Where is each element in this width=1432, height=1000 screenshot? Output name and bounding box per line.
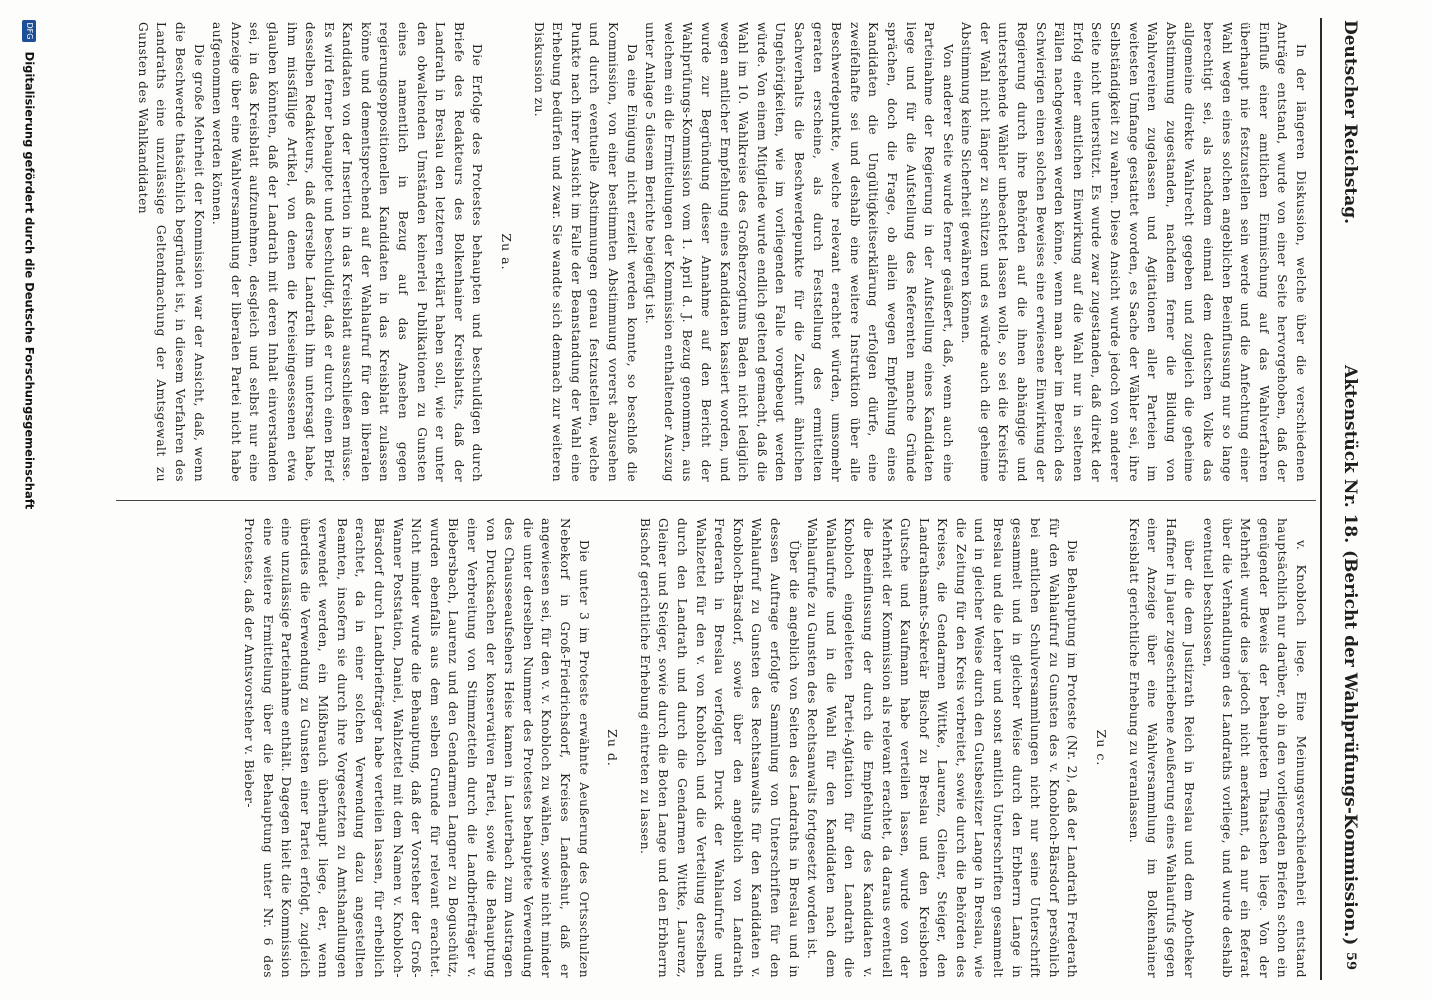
paragraph: Die unter 3 im Proteste erwähnte Aeußerung des Ortsschulzen Nebekorf in Groß-Friedrichsdorf, Kreises Landeshut, daß er angewiesen sei, für den v. v. Knobloch zu wählen, sowie nicht minder die unter derselben Nummer des Protestes behauptete Verwendung des Chausseeaufsehers Heise kamen in Lauterbach zum Austragen von Drucksachen der konservativen Partei, sowie die Behauptung einer Verbreitung von Stimmzetteln durch die Landbriefträger v. Biebersbach, Laurenz und den Gendarmen Langner zu Boguschütz, wurden ebenfalls aus dem selben Grunde für relevant erachtet. Nicht minder wurde die Behauptung, daß der Vorsteher der Groß-Wanner Poststation, Daniel, Wahlzettel mit dem Namen v. Knobloch-Bärsdorf durch Landbriefträger habe verteilen lassen, für erheblich erachtet, da in einer solchen Verwendung dazu angestellten Beamten, insofern sie durch ihre Vorgesetzten zu Amtshandlungen verwendet werden, ein Mißbrauch überhaupt liege, der, wenn überdies die Verwendung zu Gunsten einer Partei erfolgt, zugleich eine unzulässige Parteinahme enthält. Dagegen hielt die Kommission eine weitere Ermittelung über die Behauptung unter Nr. 6 des Protestes, daß der Amtsvorsteher v. Bieber- bbox=[241, 518, 591, 978]
paragraph: Die große Mehrheit der Kommission war der Ansicht, daß, wenn die Beschwerde thatsächlich begründet ist, in diesem Verfahren des Landraths eine unzulässige Geltendmachung der Amtsgewalt zu Gunsten des Wahlkandidaten bbox=[135, 22, 206, 482]
right-text-column bbox=[70, 518, 1310, 978]
column-divider bbox=[116, 500, 1316, 501]
paragraph: v. Knobloch liege. Eine Meinungsverschiedenheit entstand hauptsächlich nur darüber, ob in den vorliegenden Briefen schon ein genügender Beweis der behaupteten Thatsachen liege. Von der Mehrheit wurde dies jedoch nicht anerkannt, da nur ein Referat über die Verhandlungen des Landraths vorliege, und wurde deshalb eventuell beschlossen, bbox=[1201, 518, 1308, 978]
header-report-title: (Bericht der Wahlprüfungs-Kommission.) bbox=[1340, 550, 1360, 946]
credit-text: Digitalisierung gefördert durch die Deutsche Forschungsgemeinschaft bbox=[22, 51, 37, 510]
paragraph: Da eine Einigung nicht erzielt werden konnte, so beschloß die Kommission, von einer bestimmten Abstimmung vorerst abzusehen und durch eventuelle Abstimmungen genau festzustellen, welche Punkte nach ihrer Ansicht im Falle der Beanstandung der Wahl eine Erhebung bedürfen und zwar. Sie wandte sich demnach zur weiteren Diskussion zu. bbox=[531, 22, 639, 482]
paragraph: In der längeren Diskussion, welche über die verschiedenen Anträge entstand, wurde von einer Seite hervorgehoben, daß der Einfluß einer amtlichen Einmischung auf das Wahlverfahren überhaupt nie festzustellen sein werde und die Anfechtung einer Wahl wegen eines solchen angeblichen Beeinflussung nur so lange berechtigt sei, als nachdem einmal dem deutschen Volke das allgemeine direkte Wahlrecht gegeben und zugleich die geheime Abstimmung zugestanden, nachdem ferner die Bildung von Wahlvereinen zugelassen und Agitationen aller Parteien im weitesten Umfange gestattet worden, es Sache der Wähler sei, ihre Selbständigkeit zu wahren. Diese Ansicht wurde jedoch von anderer Seite nicht unterstützt. Es wurde zwar zugestanden, daß direkt der Erfolg einer amtlichen Einwirkung auf die Wahl nur in seltenen Fällen nachgewiesen werden könne, wenn man aber im Bereich des Schwierigen einen solchen Beweises eine erwiesene Einwirkung der Regierung durch ihre Behörden auf die ihnen abhängige und unterstehende Wähler unbeachtet lassen wolle, so sei die Kreisfrie der Wahl nicht länger zu schützen und es würde auch die geheime Abstimmung keine Sicherheit gewähren können. bbox=[959, 22, 1308, 482]
section-heading: Zu a. bbox=[499, 233, 515, 271]
page-header bbox=[1330, 20, 1370, 980]
left-text-column bbox=[70, 22, 1310, 482]
digitization-credit bbox=[13, 20, 37, 980]
header-publication-title: Deutscher Reichstag. bbox=[1340, 20, 1360, 225]
dfg-logo: DFG bbox=[23, 20, 37, 42]
header-rule bbox=[1320, 18, 1322, 980]
header-document-number: Aktenstück Nr. 18. bbox=[1340, 365, 1360, 544]
paragraph: über die dem Justizrath Reich in Breslau und dem Apotheker Haffner in Jauer zugeschriebene Aeußerung eines Wahlaufrufs gegen einer Anzeige über eine Wahlversammlung im Bolkenhainer Kreisblatt gerichtliche Erhebung zu veranlassen. bbox=[1126, 518, 1197, 978]
paragraph: Über die angeblich von Seiten des Landraths in Breslau und in dessen Auftrage erfolgte Sammlung von Unterschriften für den Wahlaufruf zu Gunsten des Rechtsanwalts für den Kandidaten v. Knobloch-Bärsdorf, sowie über den angeblich von Landrath Frederath in Breslau verfolgten Druck der Wahlaufrufe und Wahlzettel für den v. von Knobloch und die Verteilung derselben durch den Landrath und durch die Gendarmen Wittke, Laurenz, Gleiner und Steiger, sowie durch die Boten Lange und den Erbherrn Bischof gerichtliche Erhebung eintreten zu lassen. bbox=[637, 518, 801, 978]
paragraph: Die Erfolge des Protestes behaupten und beschuldigen durch Briefe des Redakteurs des Bolkenhainer Kreisblatts, daß der Landrath in Breslau den letzteren erklärt haben soll, wie er unter den obwaltenden Umständen keinerlei Publikationen zu Gunsten eines namentlich in Bezug auf das Ansehen gegen regierungsoppositionellen Kandidaten in das Kreisblatt zulassen könne und dementsprechend auf der Wahlaufruf für den liberalen Kandidaten von der Insertion in das Kreisblatt ausschließen müsse. Es wird ferner behauptet und beschuldigt, daß er durch einen Brief desselben Redakteurs, daß derselbe Landrath ihm untersagt habe, ihm missfällige Artikel, von denen die Kreiseingesessenen etwa glauben könnten, daß der Landrath mit deren Inhalt einverstanden sei, in das Kreisblatt aufzunehmen, desgleich und selbst nur eine Anzeige über eine Wahlversammlung der liberalen Partei nicht habe aufgenommen werden können. bbox=[210, 22, 485, 482]
section-heading: Zu d. bbox=[605, 729, 621, 767]
section-heading: Zu c. bbox=[1094, 729, 1110, 767]
paragraph: Von anderer Seite wurde ferner geäußert, daß, wenn auch eine Parteinahme der Regierung in der Aufstellung eines Kandidaten liege und für die Aufstellung des Referenten manche Gründe sprächen, doch die Frage, ob allein wegen Empfehlung eines Kandidaten die Ungültigkeitserklärung erfolgen dürfe, eine zweifelhafte sei und deshalb eine weitere Instruktion über alle Beschwerdepunkte, welche relevant erachtet würden, umsomehr geraten erscheine, als durch Feststellung des ermittelten Sachverhalts die Beschwerdepunkte für die Zukunft ähnlichen Ungehörigkeiten, wie im vorliegenden Falle vorgebeugt werden würde. Von einem Mitgliede wurde endlich geltend gemacht, daß die Wahl im 10. Wahlkreise des Großherzogtums Baden nicht lediglich wegen amtlicher Empfehlung eines Kandidaten kassiert worden, und wurde zur Begründung dieser Annahme auf den Bericht der Wahlprüfungs-Kommission vom 1. April d. J. Bezug genommen, aus welchem ein die Ermittelungen der Kommission enthaltender Auszug unter Anlage 5 diesem Berichte beigefügt ist. bbox=[643, 22, 955, 482]
page-number: 59 bbox=[1343, 951, 1358, 970]
paragraph: Die Behauptung im Proteste (Nr. 2), daß der Landrath Frederath für den Wahlaufruf zu Gunsten des v. Knobloch-Bärsdorf persönlich bei amtlichen Schulversammlungen nicht nur seine Unterschrift gesammelt und in gleicher Weise durch den Erbherrn Lange in Breslau und die Lehrer und sonst amtlich Unterschriften gesammelt und in gleicher Weise durch den Gutsbesitzer Lange in Breslau, wie die Zeitung für den Kreis verbreitet, sowie durch die Behörden des Kreises, die Gendarmen Wittke, Laurenz, Gleiner, Steiger, den Landrathsamts-Sekretär Bischof zu Breslau und den Kreisboten Gutsche und Kaufmann habe verteilen lassen, wurde von der Mehrheit der Kommission als relevant erachtet, da daraus eventuell die Beeinflussung der durch die Empfehlung des Kandidaten v. Knobloch eingeleiteten Partei-Agitation für den Landrath die Wahlaufrufe und in die Wahl für den Kandidaten nach dem Wahlaufrufe zu Gunsten des Rechtsanwalts fortgesetzt worden ist. bbox=[805, 518, 1080, 978]
